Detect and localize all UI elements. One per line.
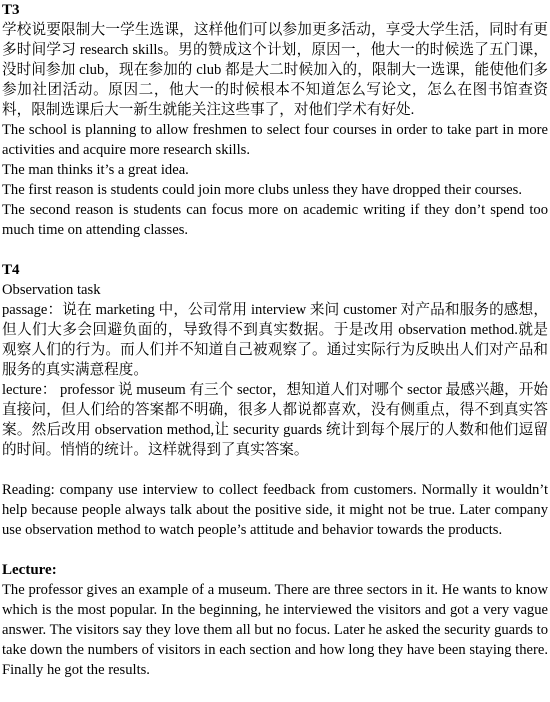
t4-reading-english: Reading: company use interview to collect feedback from customers. Normally it wouldn’t help because people always talk about the positive side, it might not be true. Later company use observation method to watch people’s attitude and behavior towards the products. bbox=[2, 482, 548, 538]
section-spacer bbox=[2, 240, 548, 260]
t3-line-1: The school is planning to allow freshmen to select four courses in order to take part in more activities and acquire more research skills. bbox=[2, 122, 548, 158]
t4-lecture-heading: Lecture: bbox=[2, 562, 57, 578]
t3-heading: T3 bbox=[2, 2, 20, 18]
t4-lecture-chinese: lecture： professor 说 museum 有三个 sector，想知道人们对哪个 sector 最感兴趣，开始直接问，但人们给的答案都不明确，很多人都说都喜欢，没有侧重点，得不到真实答案。然后改用 observation method,让 security guards 统计到每个展厅的人数和他们逗留的时间。悄悄的统计。这样就得到了真实答案。 bbox=[2, 382, 548, 458]
t4-heading: T4 bbox=[2, 262, 20, 278]
t3-line-3: The first reason is students could join more clubs unless they have dropped their courses. bbox=[2, 182, 522, 198]
t4-passage-chinese: passage：说在 marketing 中，公司常用 interview 来问 customer 对产品和服务的感想，但人们大多会回避负面的，导致得不到真实数据。于是改用 observation method.就是观察人们的行为。而人们并不知道自己被观察了。通过实际行为反映出人们对产品和服务的真实满意程度。 bbox=[2, 302, 548, 378]
paragraph-spacer bbox=[2, 540, 548, 560]
t3-line-4: The second reason is students can focus more on academic writing if they don’t spend too much time on attending classes. bbox=[2, 202, 548, 238]
t3-section bbox=[2, 0, 548, 240]
t4-section bbox=[2, 260, 548, 680]
t3-line-2: The man thinks it’s a great idea. bbox=[2, 162, 189, 178]
t4-lecture-english: The professor gives an example of a museum. There are three sectors in it. He wants to know which is the most popular. In the beginning, he interviewed the visitors and got a very vague answer. The visitors say they love them all but no focus. Later he asked the security guards to take down the numbers of visitors in each section and how long they have been staying there. Finally he got the results. bbox=[2, 582, 548, 678]
paragraph-spacer bbox=[2, 460, 548, 480]
t3-chinese-summary: 学校说要限制大一学生选课，这样他们可以参加更多活动，享受大学生活，同时有更多时间学习 research skills。男的赞成这个计划，原因一，他大一的时候选了五门课，没时间参加 club，现在参加的 club 都是大二时候加入的，限制大一选课，能使他们多参加社团活动。原因二，他大一的时候根本不知道怎么写论文，怎么在图书馆查资料，限制选课后大一新生就能关注这些事了，对他们学术有好处. bbox=[2, 22, 548, 118]
t4-task-label: Observation task bbox=[2, 282, 101, 298]
document-page bbox=[2, 0, 548, 680]
